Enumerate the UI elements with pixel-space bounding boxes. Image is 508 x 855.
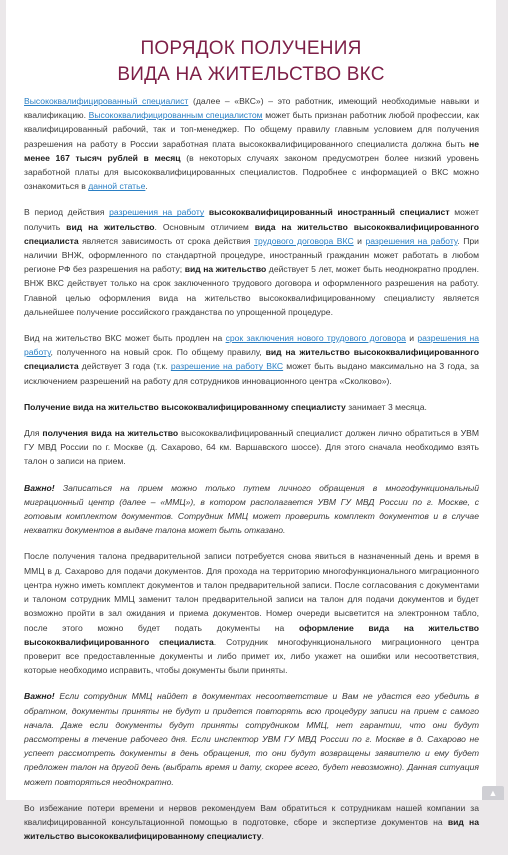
bold-text: вид на жительство высококвалифицированного специалиста [24, 347, 479, 372]
scroll-to-top-button[interactable] [482, 786, 504, 800]
paragraph-residence-permit [24, 205, 479, 319]
text: и [353, 235, 366, 246]
text: может получить [24, 207, 479, 232]
link-work-permit-3[interactable]: разрешения на работу [24, 333, 480, 358]
link-new-contract[interactable]: срок заключения нового трудового договора [225, 333, 406, 344]
text: Если сотрудник ММЦ найдет в документах несоответствие и Вам не удастся его убедить в обратном, документы приняты не будут и придется повторять всю процедуру записи на прием с самого начала. Даже если документы будут приняты сотрудником ММЦ, нет гарантии, что они будут рассмотрены в течение рабочего дня. Если инспектор УВМ ГУ МВД России по г. Москве в д. Сахарово не успеет рассмотреть документы в день обращения, то они будут возвращены заявителю и ему будет предложен талон на другой день (выбрать время и дату, скорее всего, будет невозможно). Данная ситуация может повторяться неоднократно. [24, 691, 479, 787]
title-line-1: ПОРЯДОК ПОЛУЧЕНИЯ [140, 38, 362, 59]
bold-text: вида на жительство высококвалифицированного специалиста [24, 221, 479, 246]
text: . [145, 181, 148, 192]
link-labor-contract[interactable]: трудового договора ВКС [254, 235, 354, 246]
link-vks-specialist[interactable]: Высококвалифицированный специалист [24, 96, 189, 106]
text: действует 3 года (т.к. [78, 361, 171, 372]
important-note-2 [24, 689, 479, 788]
text: . Основным отличием [154, 221, 255, 232]
salary-threshold: не менее 167 тысяч рублей в месяц [24, 138, 479, 163]
paragraph-extension [24, 331, 479, 388]
paragraph-submission [24, 549, 479, 677]
title-line-2: ВИДА НА ЖИТЕЛЬСТВО ВКС [117, 64, 385, 85]
text: В период действия [24, 207, 110, 218]
bold-text: Получение вида на жительство высококвалифицированному специалисту [24, 401, 346, 412]
bold-text: высококвалифицированный иностранный специалист [204, 207, 450, 218]
page-title [6, 36, 496, 88]
text: . Сотрудник многофункционального миграционного центра проверит все предоставленные документы и либо примет их, либо укажет на ошибки или несоответствия, которые необходимо исправить, чтобы документы были приняты. [24, 636, 479, 676]
text: может быть выдано максимально на 3 года, за исключением разрешений на работу для сотрудников инновационного центра «Сколково»). [24, 361, 479, 386]
paragraph-duration [24, 400, 479, 414]
chevron-up-icon: ▲ [488, 788, 498, 798]
text: После получения талона предварительной записи потребуется снова явиться в назначенный день и время в ММЦ в д. Сахарово для подачи документов. Для прохода на территорию многофункционального миграционного центра нужно иметь комплект документов и талон предварительной записи. После согласования с документами и талоном сотрудник ММЦ заменит талон предварительной записи на талон для подачи документов и будет возможно пройти в зал ожидания и приема документов. Номер очереди высветится на электронном табло, после этого можно будет подать документы на [24, 551, 479, 633]
text: Во избежание потери времени и нервов рекомендуем Вам обратиться к сотрудникам нашей компании за квалифицированной консультационной помощью в подготовке, сборе и экспертизе документов на [24, 802, 479, 827]
text: , полученного на новый срок. По общему правилу, [50, 347, 266, 358]
link-work-permit[interactable]: разрешения на работу [109, 207, 205, 218]
text: Вид на жительство ВКС может быть продлен на [24, 333, 226, 344]
paragraph-vks-definition [24, 94, 479, 193]
text: занимает 3 месяца. [345, 401, 427, 412]
bold-text: вид на жительство [66, 221, 155, 232]
important-label: Важно! [24, 691, 55, 702]
text: может быть признан работник любой профессии, как квалифицированный рабочий, так и топ-менеджер. По общему правилу главным условием для получения разрешения на работу в России заработная плата высококвалифицированного специалиста должна быть [24, 110, 479, 149]
text: . [261, 831, 264, 842]
link-vks-specialist-2[interactable]: Высококвалифицированным специалистом [88, 110, 263, 121]
paragraph-application [24, 426, 479, 469]
text: является зависимость от срока действия [78, 235, 255, 246]
text: Записаться на прием можно только путем личного обращения в многофункциональный миграционный центр (далее – «ММЦ»), в котором располагается УВМ ГУ МВД России по г. Москве, с готовым комплектом документов. Сотрудник ММЦ может проверить комплект документов и в случае нехватки документов в выдаче талона может быть отказано. [24, 482, 479, 536]
important-label: Важно! [24, 482, 55, 493]
bold-text: вид на жительство [184, 264, 267, 275]
text: (далее – «ВКС») – это работник, имеющий необходимые навыки и квалификацию. [24, 96, 480, 121]
text: и [405, 333, 418, 344]
bold-text: вид на жительство высококвалифицированному специалисту [24, 816, 479, 842]
important-note-1 [24, 481, 479, 538]
text: . При наличии ВНЖ, оформленного по стандартной процедуре, иностранный гражданин может работать в любом регионе РФ без разрешения на работу; [24, 235, 479, 275]
text: (в некоторых случаях законом предусмотрен более низкий уровень заработной платы для высококвалифицированных специалистов. Подробнее с информацией о ВКС можно ознакомиться в [24, 152, 479, 192]
bold-text: получения вида на жительство [42, 428, 179, 439]
bold-text: оформление вида на жительство высококвалифицированного специалиста [24, 622, 480, 647]
text: действует 5 лет, может быть неоднократно продлен. ВНЖ ВКС действует только на срок заключенного трудового договора и оформленного разрешения на работу. Главной целью оформления вида на жительство высококвалифицированному специалисту является дальнейшее получение российского гражданства по упрощенной процедуре. [24, 264, 479, 317]
link-this-article[interactable]: данной статье [88, 181, 146, 192]
paragraph-recommendation [24, 801, 479, 844]
article-page [6, 0, 496, 842]
link-work-permit-2[interactable]: разрешения на работу [365, 235, 458, 246]
text: высококвалифицированный специалист должен лично обратиться в УВМ ГУ МВД России по г. Москве (д. Сахарово, 64 км. Варшавского шоссе). Для этого сначала необходимо взять талон о записи на прием. [24, 428, 479, 467]
text: Для [24, 428, 43, 439]
article-body [24, 94, 479, 855]
link-vks-work-permit[interactable]: разрешение на работу ВКС [170, 361, 284, 372]
